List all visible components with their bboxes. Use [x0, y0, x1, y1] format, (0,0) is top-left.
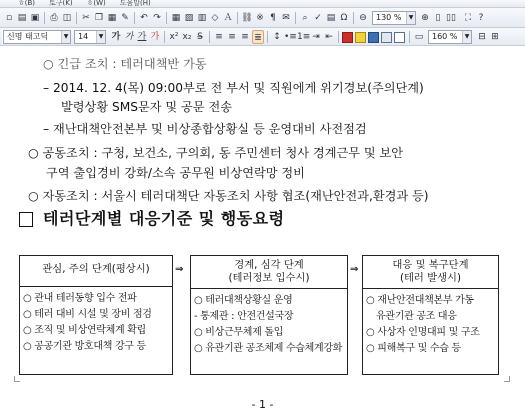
footnote-icon[interactable]: ¶	[270, 13, 276, 23]
font-size-value: 14	[78, 32, 89, 41]
strike-icon[interactable]: S̶	[197, 32, 203, 42]
heading-box-icon	[19, 212, 33, 227]
justify-icon[interactable]: ≣	[252, 30, 264, 44]
cut-icon[interactable]: ✂	[82, 13, 90, 23]
flow-box-response	[362, 255, 499, 375]
flow-divider	[363, 288, 498, 289]
flow-title: 관심, 주의 단계(평상시)	[42, 263, 150, 275]
indent-icon[interactable]: ⇥	[312, 32, 320, 42]
menu-item-help[interactable]: 도움말(H)	[119, 0, 151, 7]
zoom-out-icon[interactable]: ⊖	[359, 13, 367, 23]
font-color-icon[interactable]: 가	[150, 32, 160, 42]
hyperlink-icon[interactable]: ⛓	[241, 13, 253, 23]
find-icon[interactable]: ⌕	[302, 13, 308, 23]
zoom-select[interactable]	[372, 11, 416, 25]
chevron-down-icon: ▼	[462, 31, 471, 43]
standard-toolbar	[0, 8, 525, 28]
chart-icon[interactable]: ▥	[197, 13, 207, 23]
section-heading: 테러단계별 대응기준 및 행동요령	[43, 209, 285, 228]
flow-box-normal	[19, 255, 173, 375]
body-line-2: 발령상황 SMS문자 및 공문 전송	[61, 100, 232, 114]
underline-icon[interactable]: 가	[137, 32, 147, 42]
flow-item: ○ 유관기관 공조체제 수습체계강화	[194, 343, 343, 354]
chevron-down-icon: ▼	[96, 31, 105, 43]
table-icon[interactable]: ▦	[171, 13, 181, 23]
save-icon[interactable]: ▣	[30, 13, 40, 23]
page-view-icon[interactable]: ▯	[435, 13, 441, 23]
zoom-in-icon[interactable]: ⊕	[421, 13, 429, 23]
menu-bar	[0, 0, 525, 8]
zoom-value: 130 %	[376, 13, 402, 22]
body-line-3: – 재난대책안전본부 및 비상종합상황실 등 운영대비 사전점검	[43, 122, 367, 136]
chevron-down-icon: ▼	[406, 12, 415, 24]
flow-item: - 통제관 : 안전건설국장	[194, 311, 294, 322]
preview-icon[interactable]: ◫	[62, 13, 72, 23]
highlight-yellow-icon[interactable]	[355, 32, 366, 43]
zoom2-select[interactable]	[428, 30, 472, 44]
flow-item: ○ 테러 대비 시설 및 장비 점검	[23, 309, 152, 320]
redo-icon[interactable]: ↷	[153, 13, 161, 23]
symbol-icon[interactable]: ※	[256, 13, 264, 23]
arrow-right-icon: ⇒	[350, 264, 359, 275]
align-center-icon[interactable]: ≡	[228, 32, 236, 42]
font-size-select[interactable]	[74, 30, 106, 44]
format-painter-icon[interactable]: ✎	[121, 13, 129, 23]
flow-subtitle: (테러 발생시)	[399, 272, 462, 284]
body-line-5: 구역 출입경비 강화/소속 공무원 비상연락망 정비	[46, 166, 305, 180]
subscript-icon[interactable]: x₂	[182, 32, 192, 42]
flow-item: ○ 테러대책상황실 운영	[194, 295, 293, 306]
body-line-4: ○ 공동조치 : 구청, 보건소, 구의회, 동 주민센터 청사 경계근무 및 보안	[28, 146, 404, 160]
flow-item: ○ 관내 테러동향 입수 전파	[23, 293, 137, 304]
full-screen-icon[interactable]: ⛶	[464, 13, 472, 23]
superscript-icon[interactable]: x²	[169, 32, 179, 42]
font-select[interactable]	[3, 30, 71, 44]
dictionary-icon[interactable]: ▤	[326, 13, 336, 23]
memo-icon[interactable]: ✉	[282, 13, 290, 23]
flow-title: 대응 및 복구단계	[392, 259, 469, 271]
flow-divider	[20, 286, 172, 287]
align-left-icon[interactable]: ≡	[215, 32, 223, 42]
image-icon[interactable]: ▨	[184, 13, 194, 23]
bullet-list-icon[interactable]: •≡	[284, 32, 297, 42]
open-folder-icon[interactable]: ▤	[17, 13, 27, 23]
zoom2-value: 160 %	[432, 32, 458, 41]
margin-mark	[504, 376, 510, 382]
color-red-icon[interactable]	[342, 32, 353, 43]
grid-icon[interactable]: ⊞	[491, 32, 499, 42]
border-icon[interactable]	[381, 32, 392, 43]
partial-line: ○ 긴급 조치 : 테러대책반 가동	[43, 57, 207, 71]
new-document-icon[interactable]: ▫	[5, 13, 13, 23]
color-blue-icon[interactable]	[368, 32, 379, 43]
italic-icon[interactable]: 가	[124, 32, 134, 42]
outdent-icon[interactable]: ⇤	[325, 32, 333, 42]
menu-item-b[interactable]: ㅎ(B)	[18, 0, 36, 7]
menu-item-window[interactable]: ㅎ(W)	[86, 0, 106, 7]
chevron-down-icon: ▼	[61, 31, 70, 43]
flow-item: ○ 재난안전대책본부 가동	[366, 295, 474, 306]
line-spacing-icon[interactable]: ↕	[273, 32, 281, 42]
numbered-list-icon[interactable]: 1≡	[297, 32, 311, 42]
flow-item: ○ 공공기관 방호대책 강구 등	[23, 341, 146, 352]
flow-item: ○ 조직 및 비상연락체계 확립	[23, 325, 146, 336]
page-number: - 1 -	[251, 398, 274, 411]
undo-icon[interactable]: ↶	[140, 13, 148, 23]
align-right-icon[interactable]: ≡	[241, 32, 249, 42]
help-icon[interactable]: ?	[478, 13, 484, 23]
copy-icon[interactable]: ❐	[94, 13, 104, 23]
cell-icon[interactable]	[394, 32, 405, 43]
print-icon[interactable]: ⎙	[50, 13, 58, 23]
flow-item: ○ 사상자 인명대피 및 구조	[366, 327, 480, 338]
font-value: 신명 태고딕	[7, 32, 49, 41]
shape-icon[interactable]: ◇	[211, 13, 219, 23]
format-toolbar	[0, 28, 525, 46]
spell-check-icon[interactable]: ✓	[314, 13, 322, 23]
flow-subtitle: (테러정보 입수시)	[228, 272, 310, 284]
margin-mark	[14, 376, 20, 382]
char-map-icon[interactable]: Ω	[340, 13, 348, 23]
flow-divider	[191, 288, 347, 289]
textbox-icon[interactable]: Ａ	[223, 13, 233, 23]
body-line-1: – 2014. 12. 4(목) 09:00부로 전 부서 및 직원에게 위기경보(주의단계)	[43, 81, 424, 95]
flow-box-alert	[190, 255, 348, 375]
flow-item: ○ 비상근무체제 돌입	[194, 327, 284, 338]
bold-icon[interactable]: 가	[111, 32, 121, 42]
two-page-icon[interactable]: ▯▯	[446, 13, 456, 23]
body-line-6: ○ 자동조치 : 서울시 테러대책단 자동조치 사항 협조(재난안전과,환경과 등)	[28, 189, 429, 203]
flow-title: 경계, 심각 단계	[234, 259, 304, 271]
ruler-icon[interactable]: ⊟	[478, 32, 486, 42]
flow-item: ○ 피해복구 및 수습 등	[366, 343, 461, 354]
menu-item-tools[interactable]: 토구(K)	[49, 0, 73, 7]
arrow-right-icon: ⇒	[175, 264, 184, 275]
view-icon[interactable]: ▭	[414, 32, 424, 42]
flow-item: 유관기관 공조 대응	[376, 311, 457, 322]
paste-icon[interactable]: ▦	[107, 13, 117, 23]
